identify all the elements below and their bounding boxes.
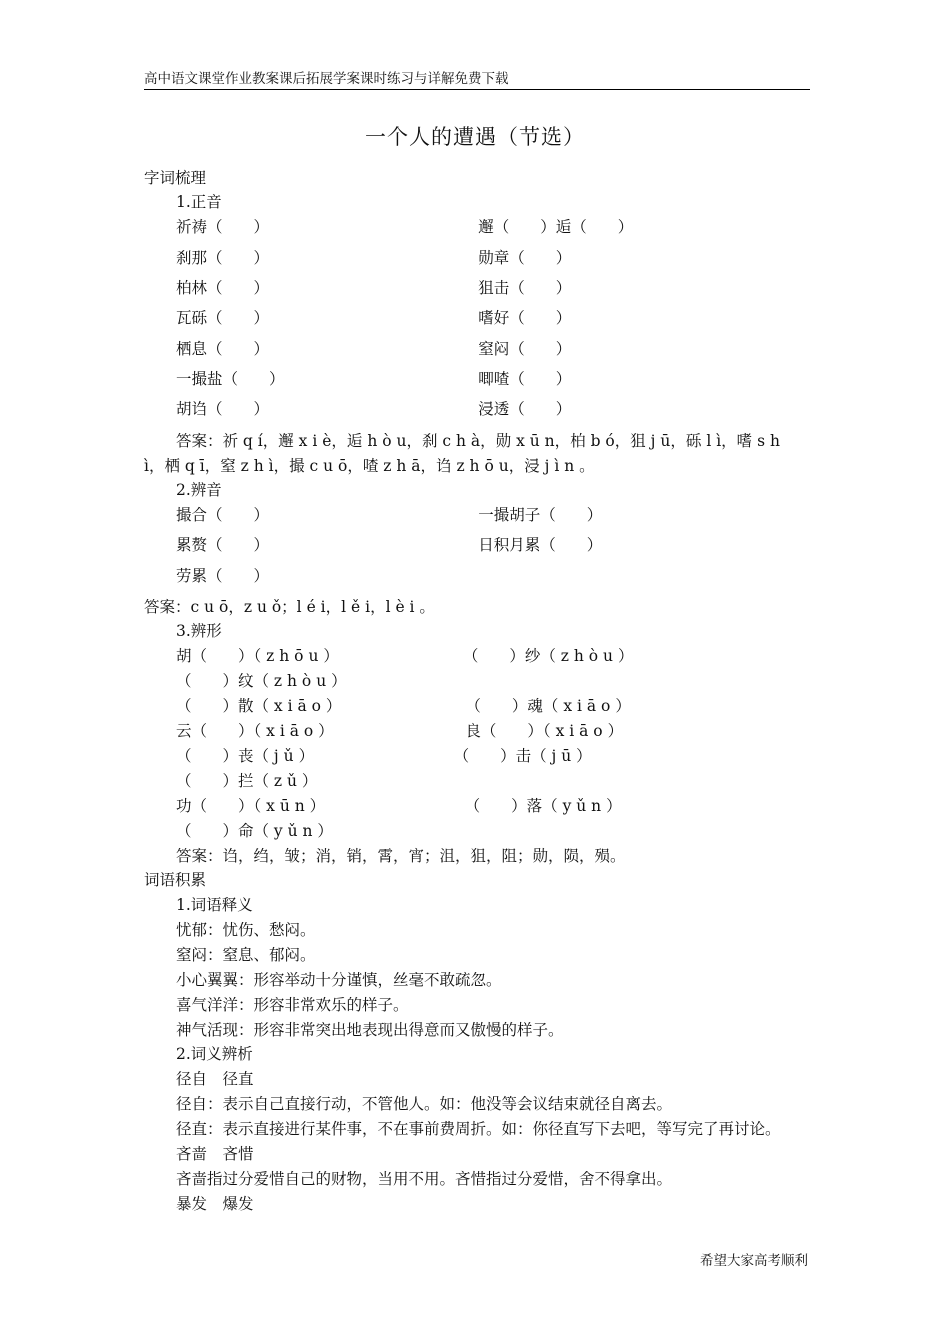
text-line: 答案：c u ō，z u ǒ；l é i，l ě i，l è i 。 <box>144 598 435 616</box>
text-line: 栖息（ ） 窒闷（ ） <box>176 340 572 358</box>
text-line: （ ）散（ x i ā o ） （ ）魂（ x i ā o ） <box>176 697 639 715</box>
text-line: 暴发 爆发 <box>176 1195 254 1213</box>
text-line: 径直：表示直接进行某件事，不在事前费周折。如：你径直写下去吧，等写完了再讨论。 <box>176 1120 781 1138</box>
text-line: 胡诌（ ） 浸透（ ） <box>176 400 572 418</box>
text-line: 刹那（ ） 勋章（ ） <box>176 249 572 267</box>
text-line: 祈祷（ ） 邂（ ）逅（ ） <box>176 218 634 236</box>
text-line: ì，栖 q ī，窒 z h ì，撮 c u ō，喳 z h ā，诌 z h ō u，浸 j ì n 。 <box>144 457 595 475</box>
text-line: （ ）丧（ j ǔ ） （ ）击（ j ū ） <box>176 747 600 765</box>
page-header: 高中语文课堂作业教案课后拓展学案课时练习与详解免费下载 <box>144 70 810 90</box>
text-line: 吝啬指过分爱惜自己的财物，当用不用。吝惜指过分爱惜，舍不得拿出。 <box>176 1170 673 1188</box>
text-line: 撮合（ ） 一撮胡子（ ） <box>176 506 603 524</box>
text-line: （ ）拦（ z ǔ ） <box>176 772 318 790</box>
text-line: 窒闷：窒息、郁闷。 <box>176 946 316 964</box>
text-line: 神气活现：形容非常突出地表现出得意而又傲慢的样子。 <box>176 1021 564 1039</box>
text-line: 小心翼翼：形容举动十分谨慎，丝毫不敢疏忽。 <box>176 971 502 989</box>
text-line: 1.正音 <box>176 193 222 211</box>
text-line: 累赘（ ） 日积月累（ ） <box>176 536 603 554</box>
text-line: 2.辨音 <box>176 481 222 499</box>
text-line: 胡（ ）（ z h ō u ） （ ）纱（ z h ò u ） <box>176 647 657 665</box>
text-line: 喜气洋洋：形容非常欢乐的样子。 <box>176 996 409 1014</box>
text-line: 字词梳理 <box>144 169 207 187</box>
text-line: 功（ ）（ x ū n ） （ ）落（ y ǔ n ） <box>176 797 622 815</box>
text-line: 瓦砾（ ） 嗜好（ ） <box>176 309 572 327</box>
text-line: 3.辨形 <box>176 622 222 640</box>
text-line: （ ）命（ y ǔ n ） <box>176 822 333 840</box>
text-line: 答案：祈 q í，邂 x i è，逅 h ò u，刹 c h à，勋 x ū n，柏 b ó，狙 j ū，砾 l ì，嗜 s h <box>176 432 780 450</box>
page-footer: 希望大家高考顺利 <box>700 1253 808 1269</box>
text-line: 劳累（ ） <box>176 567 270 585</box>
text-line: 吝啬 吝惜 <box>176 1145 254 1163</box>
text-line: 忧郁：忧伤、愁闷。 <box>176 921 316 939</box>
text-line: 一撮盐（ ） 唧喳（ ） <box>176 370 572 388</box>
text-line: 云（ ）（ x i ā o ） 良（ ）（ x i ā o ） <box>176 722 624 740</box>
text-line: 径自 径直 <box>176 1070 254 1088</box>
text-line: 2.词义辨析 <box>176 1045 269 1063</box>
text-line: 1.词语释义 <box>176 896 253 914</box>
document-title: 一个人的遭遇（节选） <box>365 125 585 149</box>
text-line: 柏林（ ） 狙击（ ） <box>176 279 572 297</box>
text-line: 答案：诌，绉，皱；消，销，霄，宵；沮，狙，阻；勋，陨，殒。 <box>176 847 626 865</box>
text-line: 词语积累 <box>144 871 207 889</box>
text-line: （ ）纹（ z h ò u ） <box>176 672 347 690</box>
text-line: 径自：表示自己直接行动，不管他人。如：他没等会议结束就径自离去。 <box>176 1095 673 1113</box>
